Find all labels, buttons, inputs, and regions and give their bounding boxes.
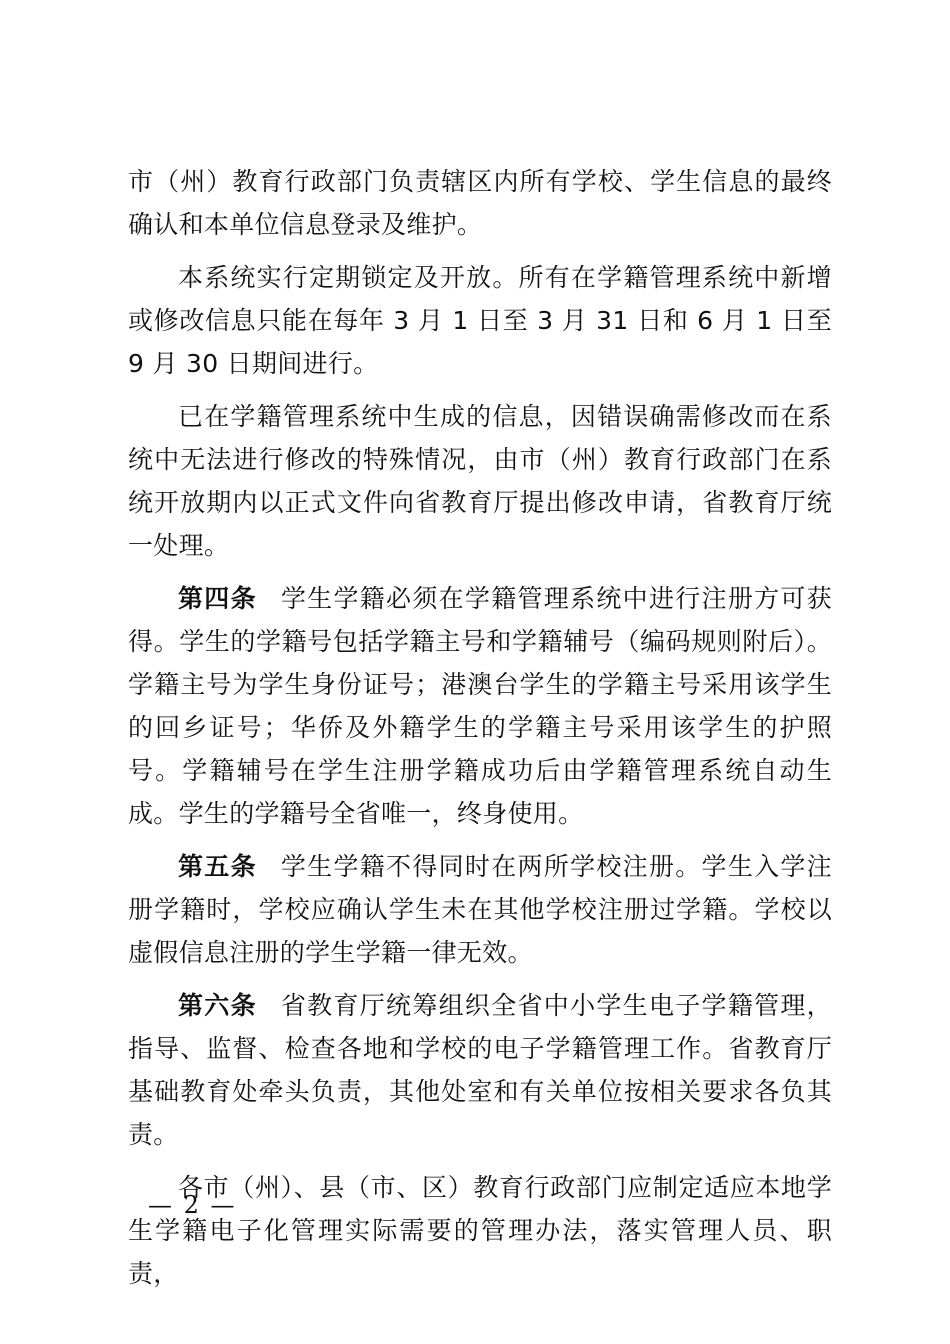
paragraph-text: 省教育厅统筹组织全省中小学生电子学籍管理，指导、监督、检查各地和学校的电子学籍管理工作。省教育厅基础教育处牵头负责，其他处室和有关单位按相关要求各负其责。: [128, 991, 832, 1149]
article-label: 第四条: [178, 584, 257, 613]
paragraph-text: 市（州）教育行政部门负责辖区内所有学校、学生信息的最终确认和本单位信息登录及维护。: [128, 167, 832, 239]
paragraph-3: [128, 395, 832, 567]
paragraph-text: 本系统实行定期锁定及开放。所有在学籍管理系统中新增或修改信息只能在每年 3 月 1 日至 3 月 31 日和 6 月 1 日至 9 月 30 日期间进行。: [128, 263, 832, 378]
paragraph-1: [128, 160, 832, 246]
paragraph-2: [128, 256, 832, 385]
article-5: [128, 845, 832, 974]
article-4: [128, 577, 832, 835]
paragraph-7: [128, 1166, 832, 1295]
article-6: [128, 984, 832, 1156]
article-label: 第五条: [178, 852, 257, 881]
page-number: — 2 —: [148, 1191, 237, 1219]
paragraph-text: 学生学籍不得同时在两所学校注册。学生入学注册学籍时，学校应确认学生未在其他学校注册过学籍。学校以虚假信息注册的学生学籍一律无效。: [128, 852, 832, 967]
document-body: [128, 160, 832, 1305]
paragraph-text: 学生学籍必须在学籍管理系统中进行注册方可获得。学生的学籍号包括学籍主号和学籍辅号（编码规则附后）。学籍主号为学生身份证号；港澳台学生的学籍主号采用该学生的回乡证号；华侨及外籍学生的学籍主号采用该学生的护照号。学籍辅号在学生注册学籍成功后由学籍管理系统自动生成。学生的学籍号全省唯一，终身使用。: [128, 584, 832, 828]
paragraph-text: 各市（州）、县（市、区）教育行政部门应制定适应本地学生学籍电子化管理实际需要的管理办法，落实管理人员、职责，: [128, 1173, 832, 1288]
article-label: 第六条: [178, 991, 257, 1020]
paragraph-text: 已在学籍管理系统中生成的信息，因错误确需修改而在系统中无法进行修改的特殊情况，由市（州）教育行政部门在系统开放期内以正式文件向省教育厅提出修改申请，省教育厅统一处理。: [128, 402, 832, 560]
